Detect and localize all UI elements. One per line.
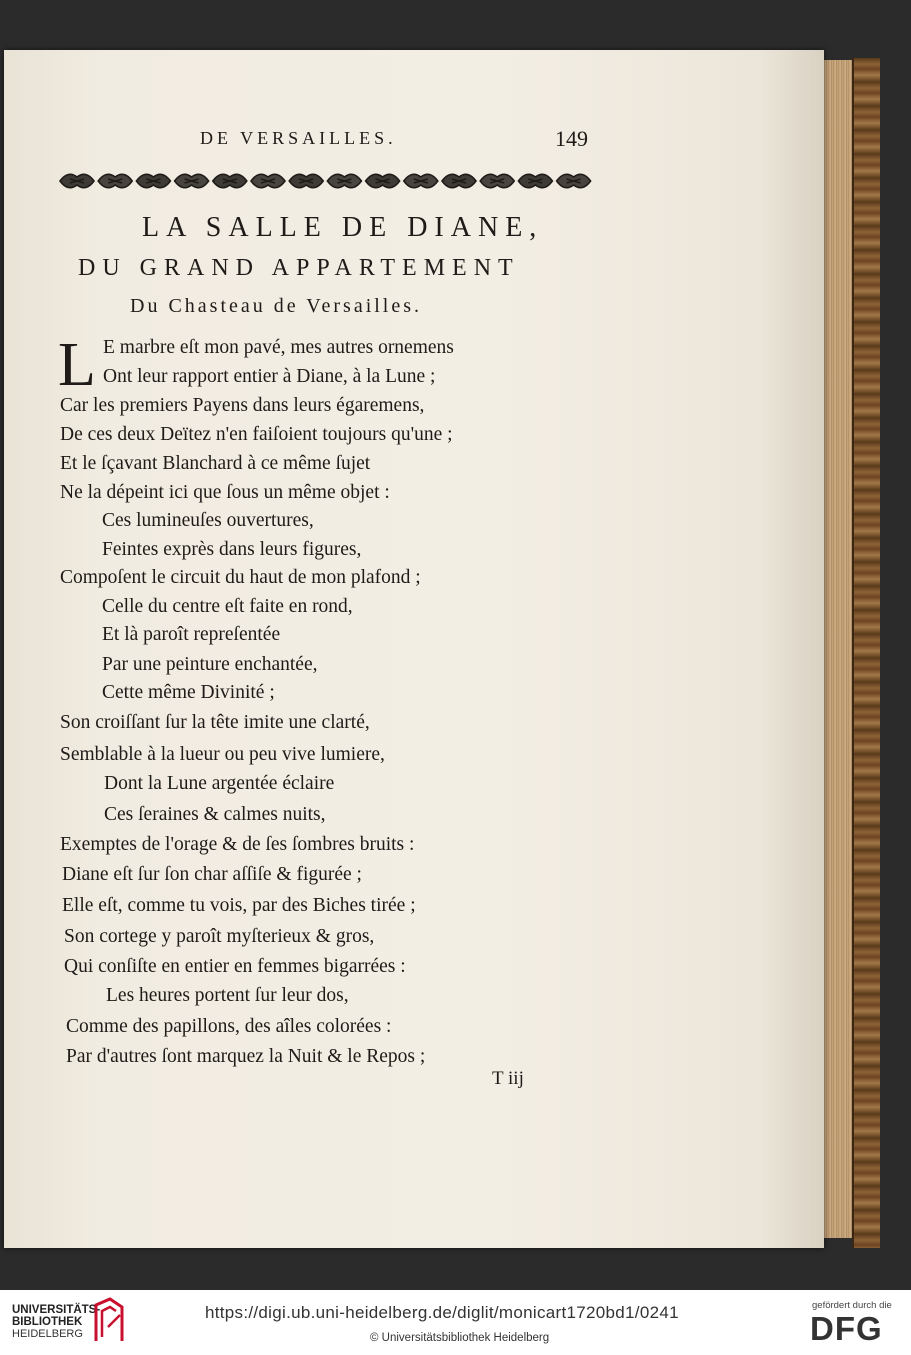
verse-line: Exemptes de l'orage & de ſes ſombres bruits :	[60, 834, 415, 855]
ornament-motif	[518, 174, 552, 187]
ornament-motif	[442, 174, 476, 187]
verse-line: Qui conſiſte en entier en femmes bigarrées :	[64, 956, 406, 977]
ornament-motif	[60, 174, 94, 187]
logo-line-2: BIBLIOTHEK	[12, 1316, 83, 1328]
verse-line: Dont la Lune argentée éclaire	[104, 773, 335, 794]
verse-line: Elle eſt, comme tu vois, par des Biches tirée ;	[62, 895, 416, 916]
page-url-link[interactable]: https://digi.ub.uni-heidelberg.de/diglit/monicart1720bd1/0241	[205, 1303, 679, 1322]
running-head: DE VERSAILLES.	[200, 128, 397, 148]
verse-line: Par d'autres ſont marquez la Nuit & le Repos ;	[66, 1046, 426, 1067]
title-grand-appartement: DU GRAND APPARTEMENT	[78, 255, 520, 281]
verse-line: Et là paroît repreſentée	[102, 624, 281, 645]
verse-line: Feintes exprès dans leurs figures,	[102, 539, 362, 560]
verse-line: Diane eſt ſur ſon char aſſiſe & figurée ;	[62, 864, 362, 885]
verse-line: Semblable à la lueur ou peu vive lumiere,	[60, 744, 385, 765]
verse-line: Comme des papillons, des aîles colorées :	[66, 1016, 392, 1037]
ornament-motif	[327, 174, 361, 187]
verse-line: Compoſent le circuit du haut de mon plafond ;	[60, 567, 421, 588]
verse-line: De ces deux Deïtez n'en faiſoient toujours qu'une ;	[60, 424, 453, 445]
book-binding	[852, 58, 880, 1248]
verse-line: Ont leur rapport entier à Diane, à la Lune ;	[103, 366, 436, 387]
verse-line: Car les premiers Payens dans leurs égaremens,	[60, 395, 425, 416]
page-number: 149	[555, 126, 588, 151]
ornament-motif	[557, 174, 591, 187]
verse-line: Ces lumineuſes ouvertures,	[102, 510, 314, 531]
ornament-motif	[98, 174, 132, 187]
copyright-notice: © Universitätsbibliothek Heidelberg	[370, 1332, 550, 1344]
ub-logo-mark-icon	[92, 1297, 126, 1345]
logo-line-3: HEIDELBERG	[12, 1328, 83, 1340]
dfg-caption: gefördert durch die	[812, 1300, 892, 1311]
ornament-band	[58, 168, 594, 194]
verse-line: Et le ſçavant Blanchard à ce même ſujet	[60, 453, 371, 474]
ornament-motif	[480, 174, 514, 187]
verse-line: Ne la dépeint ici que ſous un même objet :	[60, 482, 390, 503]
ornament-motif	[213, 174, 247, 187]
ornament-motif	[289, 174, 323, 187]
verse-line: E marbre eſt mon pavé, mes autres ornemens	[103, 337, 454, 358]
ornament-motif	[404, 174, 438, 187]
ornament-motif	[175, 174, 209, 187]
drop-cap: L	[58, 331, 96, 399]
ub-heidelberg-logo[interactable]	[12, 1304, 100, 1340]
verse-line: Celle du centre eſt faite en rond,	[102, 596, 353, 617]
ornament-motif	[366, 174, 400, 187]
catchword: T iij	[492, 1068, 524, 1089]
verse-line: Son croiſſant ſur la tête imite une clarté,	[60, 712, 370, 733]
title-chasteau: Du Chasteau de Versailles.	[130, 295, 423, 317]
verse-line: Son cortege y paroît myſterieux & gros,	[64, 926, 375, 947]
logo-line-1: UNIVERSITÄTS-	[12, 1304, 101, 1316]
dfg-logo[interactable]: DFG	[810, 1310, 883, 1347]
verse-line: Cette même Divinité ;	[102, 682, 275, 703]
title-salle-de-diane: LA SALLE DE DIANE,	[142, 212, 544, 243]
verse-line: Les heures portent ſur leur dos,	[106, 985, 349, 1006]
verse-line: Ces ſeraines & calmes nuits,	[104, 804, 326, 825]
ornament-motif	[251, 174, 285, 187]
verse-line: Par une peinture enchantée,	[102, 654, 318, 675]
ornament-motif	[136, 174, 170, 187]
